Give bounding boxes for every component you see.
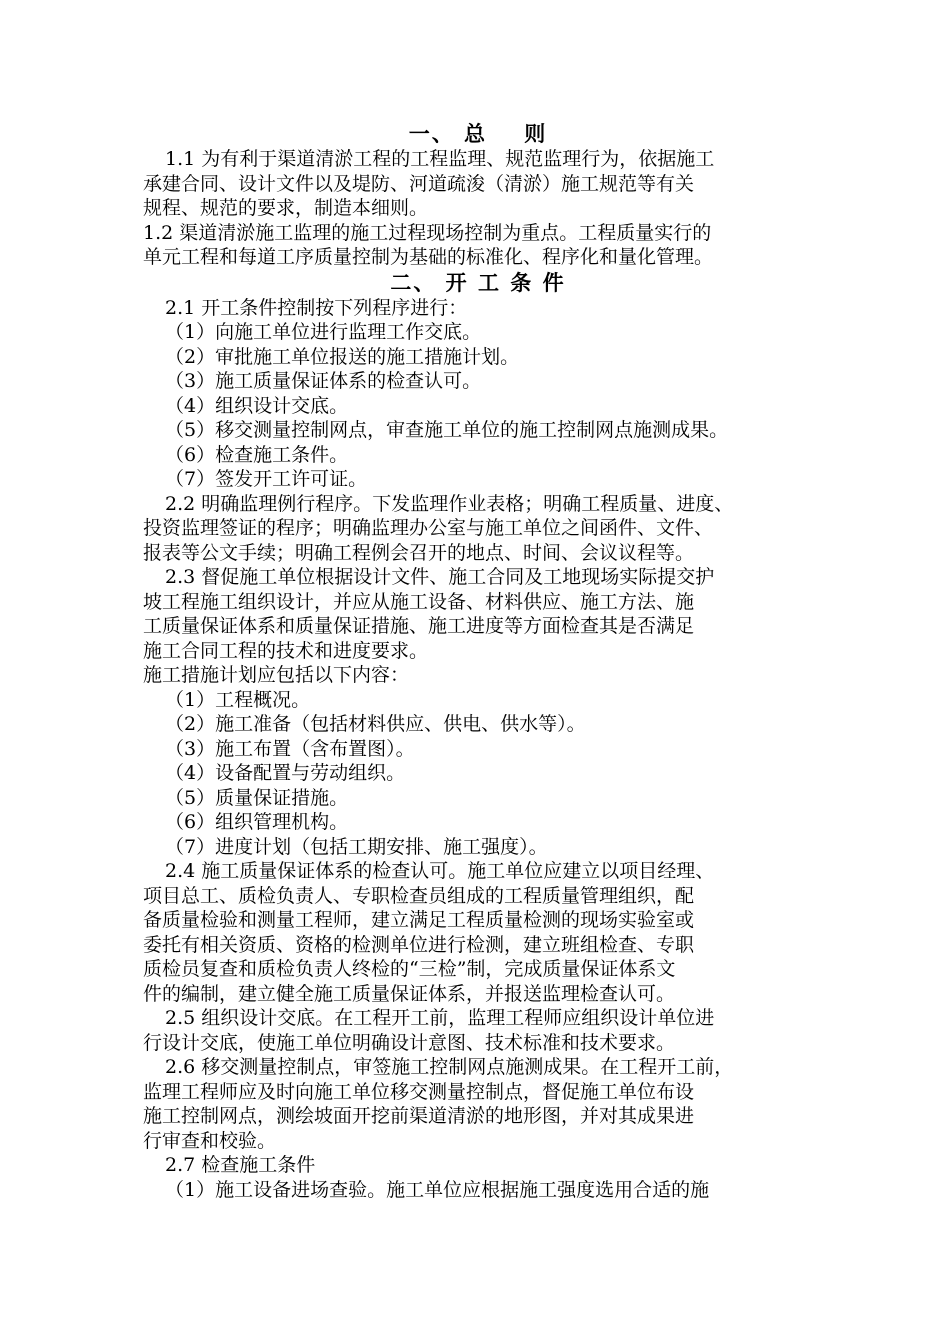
list-item: （5）移交测量控制网点，审查施工单位的施工控制网点施测成果。 [165,419,729,441]
list-item: （7）签发开工许可证。 [165,468,368,490]
paragraph-line: 规程、规范的要求，制造本细则。 [143,197,429,219]
paragraph-line: 委托有相关资质、资格的检测单位进行检测，建立班组检查、专职 [143,933,695,956]
paragraph-line: 件的编制，建立健全施工质量保证体系，并报送监理检查认可。 [143,982,676,1005]
list-item: （7）进度计划（包括工期安排、施工强度）。 [165,835,548,858]
paragraph-line: 行设计交底，使施工单位明确设计意图、技术标准和技术要求。 [143,1031,676,1054]
paragraph-line: 施工合同工程的技术和进度要求。 [143,639,429,662]
paragraph-line: 工质量保证体系和质量保证措施、施工进度等方面检查其是否满足 [143,615,695,637]
paragraph-line: 1.1 为有利于渠道清淤工程的工程监理、规范监理行为，依据施工 [165,148,715,170]
list-item: （1）向施工单位进行监理工作交底。 [165,321,482,343]
paragraph-line: 施工控制网点，测绘坡面开挖前渠道清淤的地形图，并对其成果进 [143,1105,695,1127]
paragraph-line: 施工措施计划应包括以下内容： [143,664,410,686]
paragraph-line: 备质量检验和测量工程师，建立满足工程质量检测的现场实验室或 [143,909,695,931]
list-item: （6）检查施工条件。 [165,443,349,466]
list-item: （4）设备配置与劳动组织。 [165,762,406,784]
list-item: （2）审批施工单位报送的施工措施计划。 [165,345,520,368]
list-item: （1）工程概况。 [165,688,311,711]
list-item: （1）施工设备进场查验。施工单位应根据施工强度选用合适的施 [165,1178,710,1201]
paragraph-line: 质检员复查和质检负责人终检的“三检”制，完成质量保证体系文 [143,958,676,980]
paragraph-line: 2.5 组织设计交底。在工程开工前，监理工程师应组织设计单位进 [165,1007,715,1029]
paragraph-line: 坡工程施工组织设计，并应从施工设备、材料供应、施工方法、施 [143,590,695,613]
paragraph-line: 1.2 渠道清淤施工监理的施工过程现场控制为重点。工程质量实行的 [143,221,712,244]
list-item: （3）施工质量保证体系的检查认可。 [165,370,482,392]
list-item: （4）组织设计交底。 [165,394,349,417]
paragraph-line: 2.7 检查施工条件 [165,1154,316,1176]
paragraph-line: 单元工程和每道工序质量控制为基础的标准化、程序化和量化管理。 [143,246,714,268]
list-item: （2）施工准备（包括材料供应、供电、供水等）。 [165,713,586,735]
paragraph-line: 行审查和校验。 [143,1129,277,1152]
paragraph-line: 2.2 明确监理例行程序。下发监理作业表格；明确工程质量、进度、 [165,492,734,515]
section-2-title: 二、 开 工 条 件 [390,270,566,295]
document-body [143,121,833,1202]
paragraph-line: 投资监理签证的程序；明确监理办公室与施工单位之间函件、文件、 [143,517,714,539]
paragraph-line: 2.1 开工条件控制按下列程序进行： [165,296,468,319]
section-1-title: 一、 总 则 [408,122,548,146]
paragraph-line: 2.6 移交测量控制点，审签施工控制网点施测成果。在工程开工前， [165,1056,734,1078]
list-item: （3）施工布置（含布置图）。 [165,737,415,760]
paragraph-line: 2.3 督促施工单位根据设计文件、施工合同及工地现场实际提交护 [165,566,715,588]
paragraph-line: 项目总工、质检负责人、专职检查员组成的工程质量管理组织，配 [143,884,695,907]
paragraph-line: 2.4 施工质量保证体系的检查认可。施工单位应建立以项目经理、 [165,860,715,882]
list-item: （6）组织管理机构。 [165,811,349,833]
paragraph-line: 承建合同、设计文件以及堤防、河道疏浚（清淤）施工规范等有关 [143,172,695,195]
paragraph-line: 监理工程师应及时向施工单位移交测量控制点，督促施工单位布设 [143,1080,695,1103]
paragraph-line: 报表等公文手续；明确工程例会召开的地点、时间、会议议程等。 [143,541,695,564]
list-item: （5）质量保证措施。 [165,786,349,809]
